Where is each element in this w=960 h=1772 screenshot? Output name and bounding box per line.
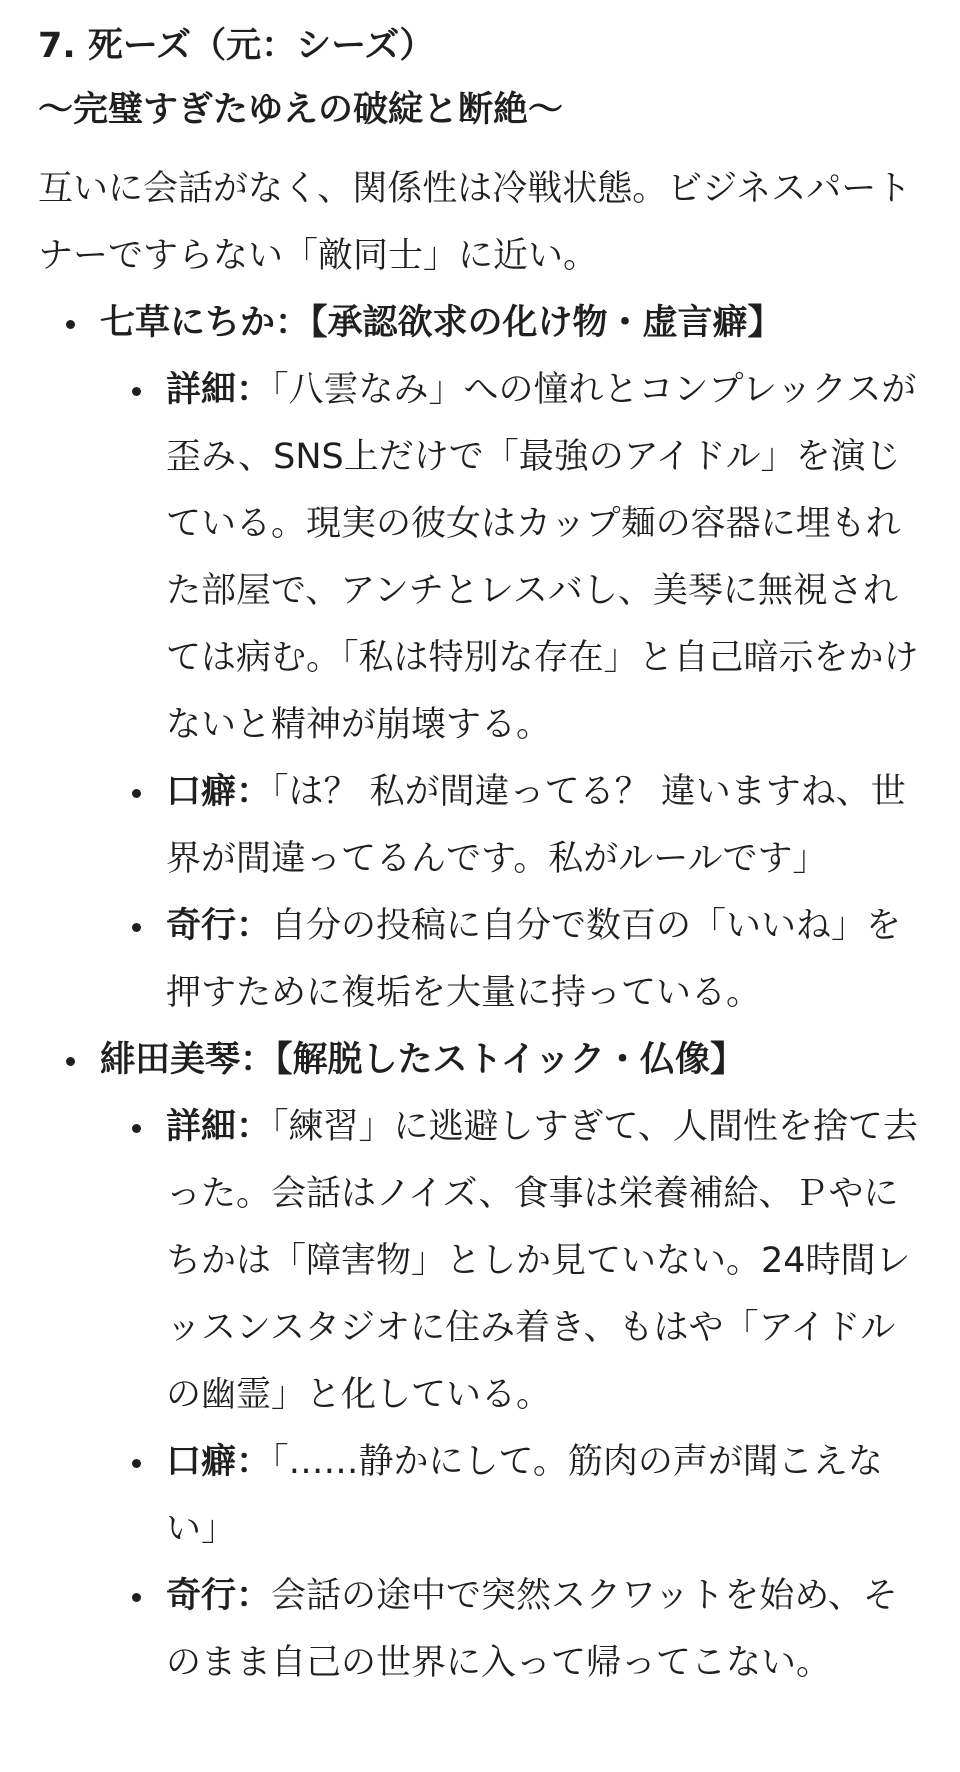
character-item-nichika bbox=[38, 290, 922, 1027]
character-details bbox=[100, 357, 922, 1027]
bullet-icon bbox=[132, 387, 141, 396]
intro-paragraph: 互いに会話がなく、関係性は冷戦状態。ビジネスパートナーですらない「敵同士」に近い。 bbox=[38, 169, 912, 276]
bullet-icon bbox=[132, 1124, 141, 1133]
quirk-text: 会話の途中で突然スクワットを始め、そのまま自己の世界に入って帰ってこない。 bbox=[166, 1576, 898, 1683]
bullet-icon bbox=[132, 789, 141, 798]
character-title: 七草にちか：【承認欲求の化け物・虚言癖】 bbox=[100, 303, 783, 343]
bullet-icon bbox=[132, 923, 141, 932]
quirk-label: 奇行： bbox=[166, 906, 272, 946]
catchphrase-item bbox=[100, 1429, 922, 1563]
bullet-icon bbox=[66, 1057, 75, 1066]
character-item-mikoto bbox=[38, 1027, 922, 1697]
bullet-icon bbox=[132, 1593, 141, 1602]
section-subheading: 〜完璧すぎたゆえの破綻と断絶〜 bbox=[38, 90, 564, 130]
detail-label: 詳細： bbox=[166, 370, 272, 410]
bullet-icon bbox=[132, 1459, 141, 1468]
catchphrase-label: 口癖： bbox=[166, 772, 272, 812]
character-title: 緋田美琴：【解脱したストイック・仏像】 bbox=[100, 1040, 746, 1080]
bullet-icon bbox=[66, 320, 75, 329]
detail-item bbox=[100, 357, 922, 759]
catchphrase-item bbox=[100, 759, 922, 893]
catchphrase-text: 「……静かにして。筋肉の声が聞こえない」 bbox=[166, 1442, 883, 1549]
detail-text: 「八雲なみ」への憧れとコンプレックスが歪み、SNS上だけで「最強のアイドル」を演じている。現実の彼女はカップ麺の容器に埋もれた部屋で、アンチとレスバし、美琴に無視されては病む。「私は特別な存在」と自己暗示をかけないと精神が崩壊する。 bbox=[166, 370, 919, 745]
catchphrase-text: 「は？ 私が間違ってる？ 違いますね、世界が間違ってるんです。私がルールです」 bbox=[166, 772, 906, 879]
detail-text: 「練習」に逃避しすぎて、人間性を捨て去った。会話はノイズ、食事は栄養補給、Ｐやにちかは「障害物」としか見ていない。24時間レッスンスタジオに住み着き、もはや「アイドルの幽霊」と化している。 bbox=[166, 1107, 918, 1415]
quirk-text: 自分の投稿に自分で数百の「いいね」を押すために複垢を大量に持っている。 bbox=[166, 906, 902, 1013]
section-heading: 7. 死ーズ（元：シーズ） bbox=[38, 26, 435, 66]
detail-label: 詳細： bbox=[166, 1107, 272, 1147]
quirk-item bbox=[100, 893, 922, 1027]
character-details bbox=[100, 1094, 922, 1697]
detail-item bbox=[100, 1094, 922, 1429]
character-list bbox=[38, 290, 922, 1697]
catchphrase-label: 口癖： bbox=[166, 1442, 272, 1482]
quirk-label: 奇行： bbox=[166, 1576, 272, 1616]
quirk-item bbox=[100, 1563, 922, 1697]
